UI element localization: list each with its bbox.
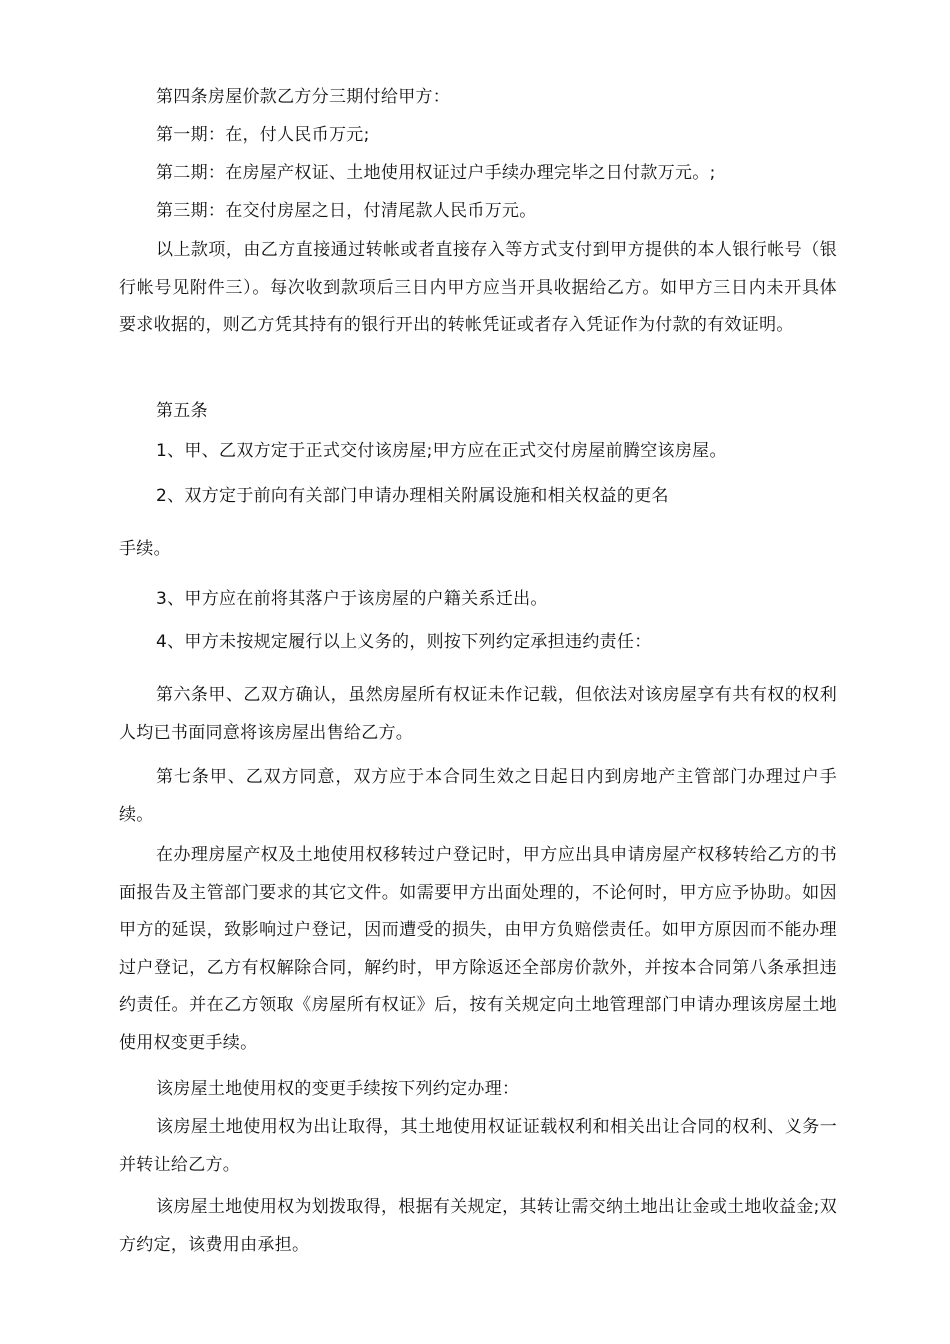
clause-4-title: 第四条房屋价款乙方分三期付给甲方： xyxy=(156,87,451,107)
transfer-registration-paragraph: 在办理房屋产权及土地使用权移转过户登记时，甲方应出具申请房屋产权移转给乙方的书面报告及主管部门要求的其它文件。如需要甲方出面处理的，不论何时，甲方应予协助。如因甲方的延误，致影响过户登记，因而遭受的损失，由甲方负赔偿责任。如甲方原因而不能办理过户登记，乙方有权解除合同，解约时，甲方除返还全部房价款外，并按本合同第八条承担违约责任。并在乙方领取《房屋所有权证》后，按有关规定向土地管理部门申请办理该房屋土地使用权变更手续。 xyxy=(119,845,837,1053)
payment-phase-1: 第一期：在，付人民币万元; xyxy=(156,125,370,145)
clause-5-item-2-continuation: 手续。 xyxy=(119,539,171,559)
clause-7-paragraph: 第七条甲、乙双方同意，双方应于本合同生效之日起日内到房地产主管部门办理过户手续。 xyxy=(119,767,837,825)
clause-5-item-2: 2、双方定于前向有关部门申请办理相关附属设施和相关权益的更名 xyxy=(156,486,669,506)
payment-phase-2: 第二期：在房屋产权证、土地使用权证过户手续办理完毕之日付款万元。; xyxy=(156,163,716,183)
payment-method-paragraph: 以上款项，由乙方直接通过转帐或者直接存入等方式支付到甲方提供的本人银行帐号（银行帐号见附件三）。每次收到款项后三日内甲方应当开具收据给乙方。如甲方三日内未开具体要求收据的，则乙方凭其持有的银行开出的转帐凭证或者存入凭证作为付款的有效证明。 xyxy=(119,240,837,335)
clause-5-item-1: 1、甲、乙双方定于正式交付该房屋;甲方应在正式交付房屋前腾空该房屋。 xyxy=(156,441,727,461)
clause-6-paragraph: 第六条甲、乙双方确认，虽然房屋所有权证未作记载，但依法对该房屋享有共有权的权利人均已书面同意将该房屋出售给乙方。 xyxy=(119,685,837,743)
clause-5-item-3: 3、甲方应在前将其落户于该房屋的户籍关系迁出。 xyxy=(156,589,548,609)
clause-5-title: 第五条 xyxy=(156,401,208,421)
land-use-transfer-paragraph: 该房屋土地使用权为出让取得，其土地使用权证证载权利和相关出让合同的权利、义务一并转让给乙方。 xyxy=(119,1117,837,1175)
land-use-allocation-paragraph: 该房屋土地使用权为划拨取得，根据有关规定，其转让需交纳土地出让金或土地收益金;双方约定，该费用由承担。 xyxy=(119,1197,837,1255)
land-use-change-intro: 该房屋土地使用权的变更手续按下列约定办理： xyxy=(156,1079,520,1099)
clause-5-item-4: 4、甲方未按规定履行以上义务的，则按下列约定承担违约责任： xyxy=(156,632,652,652)
payment-phase-3: 第三期：在交付房屋之日，付清尾款人民币万元。 xyxy=(156,201,537,221)
